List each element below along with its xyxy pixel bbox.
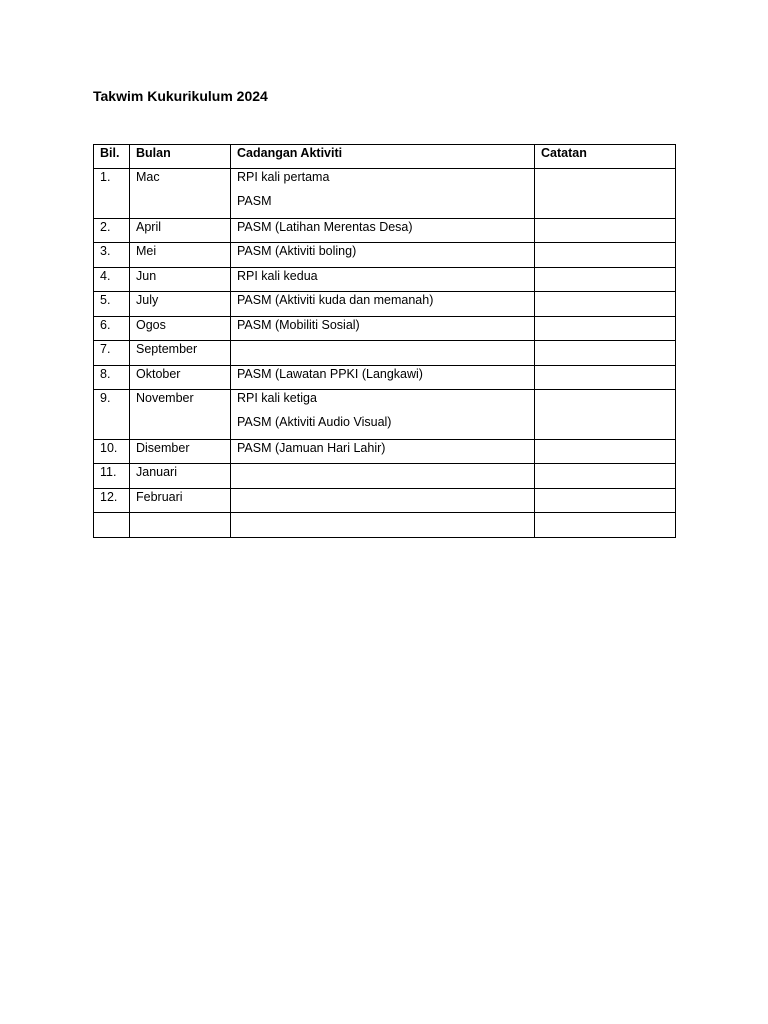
row-activity <box>231 365 535 390</box>
row-notes <box>535 267 676 292</box>
row-number: 10. <box>94 439 130 464</box>
table-row <box>94 243 676 268</box>
row-notes <box>535 218 676 243</box>
table-row <box>94 341 676 366</box>
row-number: 12. <box>94 488 130 513</box>
row-month: Mei <box>130 243 231 268</box>
row-number: 7. <box>94 341 130 366</box>
row-activity <box>231 464 535 489</box>
row-activity <box>231 292 535 317</box>
activity-line: PASM (Latihan Merentas Desa) <box>237 219 413 234</box>
row-number: 6. <box>94 316 130 341</box>
row-month: Mac <box>130 169 231 219</box>
row-month: Jun <box>130 267 231 292</box>
row-month: Disember <box>130 439 231 464</box>
row-month: Ogos <box>130 316 231 341</box>
row-activity <box>231 439 535 464</box>
row-month: Januari <box>130 464 231 489</box>
activity-line: PASM (Aktiviti boling) <box>237 244 357 258</box>
row-month: April <box>130 218 231 243</box>
table-row <box>94 365 676 390</box>
row-notes <box>535 513 676 538</box>
row-month: Februari <box>130 488 231 513</box>
row-number: 2. <box>94 218 130 243</box>
row-notes <box>535 365 676 390</box>
table-row <box>94 513 676 538</box>
row-activity <box>231 390 535 440</box>
row-number: 1. <box>94 169 130 219</box>
row-notes <box>535 292 676 317</box>
table-row <box>94 390 676 440</box>
row-notes <box>535 243 676 268</box>
activity-line: PASM (Aktiviti kuda dan memanah) <box>237 293 434 307</box>
table-row <box>94 439 676 464</box>
page-title: Takwim Kukurikulum 2024 <box>93 88 268 104</box>
table-row <box>94 488 676 513</box>
activity-line: PASM <box>237 194 272 208</box>
column-header-no: Bil. <box>94 145 130 169</box>
column-header-notes: Catatan <box>535 145 676 169</box>
row-notes <box>535 439 676 464</box>
row-activity <box>231 218 535 243</box>
activity-line: PASM (Lawatan PPKI (Langkawi) <box>237 366 423 381</box>
row-number: 9. <box>94 390 130 440</box>
table-row <box>94 316 676 341</box>
row-number: 8. <box>94 365 130 390</box>
row-activity <box>231 169 535 219</box>
row-notes <box>535 488 676 513</box>
activity-line: PASM (Mobiliti Sosial) <box>237 317 360 332</box>
table-row <box>94 267 676 292</box>
row-number: 11. <box>94 464 130 489</box>
row-month <box>130 513 231 538</box>
row-activity <box>231 267 535 292</box>
column-header-month: Bulan <box>130 145 231 169</box>
row-number: 4. <box>94 267 130 292</box>
table-row <box>94 218 676 243</box>
table-row <box>94 292 676 317</box>
row-number <box>94 513 130 538</box>
row-month: July <box>130 292 231 317</box>
activity-line: PASM (Jamuan Hari Lahir) <box>237 440 386 455</box>
row-notes <box>535 341 676 366</box>
row-month: November <box>130 390 231 440</box>
row-notes <box>535 169 676 219</box>
row-number: 3. <box>94 243 130 268</box>
row-activity <box>231 341 535 366</box>
row-activity <box>231 513 535 538</box>
activity-line: RPI kali kedua <box>237 268 318 283</box>
row-notes <box>535 464 676 489</box>
table-row <box>94 169 676 219</box>
table-row <box>94 464 676 489</box>
row-activity <box>231 243 535 268</box>
row-number: 5. <box>94 292 130 317</box>
row-activity <box>231 488 535 513</box>
row-month: Oktober <box>130 365 231 390</box>
column-header-activity: Cadangan Aktiviti <box>231 145 535 169</box>
activity-line: RPI kali ketiga <box>237 391 317 405</box>
curriculum-calendar-table <box>93 144 676 538</box>
row-activity <box>231 316 535 341</box>
table-header-row <box>94 145 676 169</box>
row-notes <box>535 316 676 341</box>
row-month: September <box>130 341 231 366</box>
activity-line: RPI kali pertama <box>237 170 330 184</box>
table-body <box>94 169 676 538</box>
activity-line: PASM (Aktiviti Audio Visual) <box>237 415 392 429</box>
row-notes <box>535 390 676 440</box>
